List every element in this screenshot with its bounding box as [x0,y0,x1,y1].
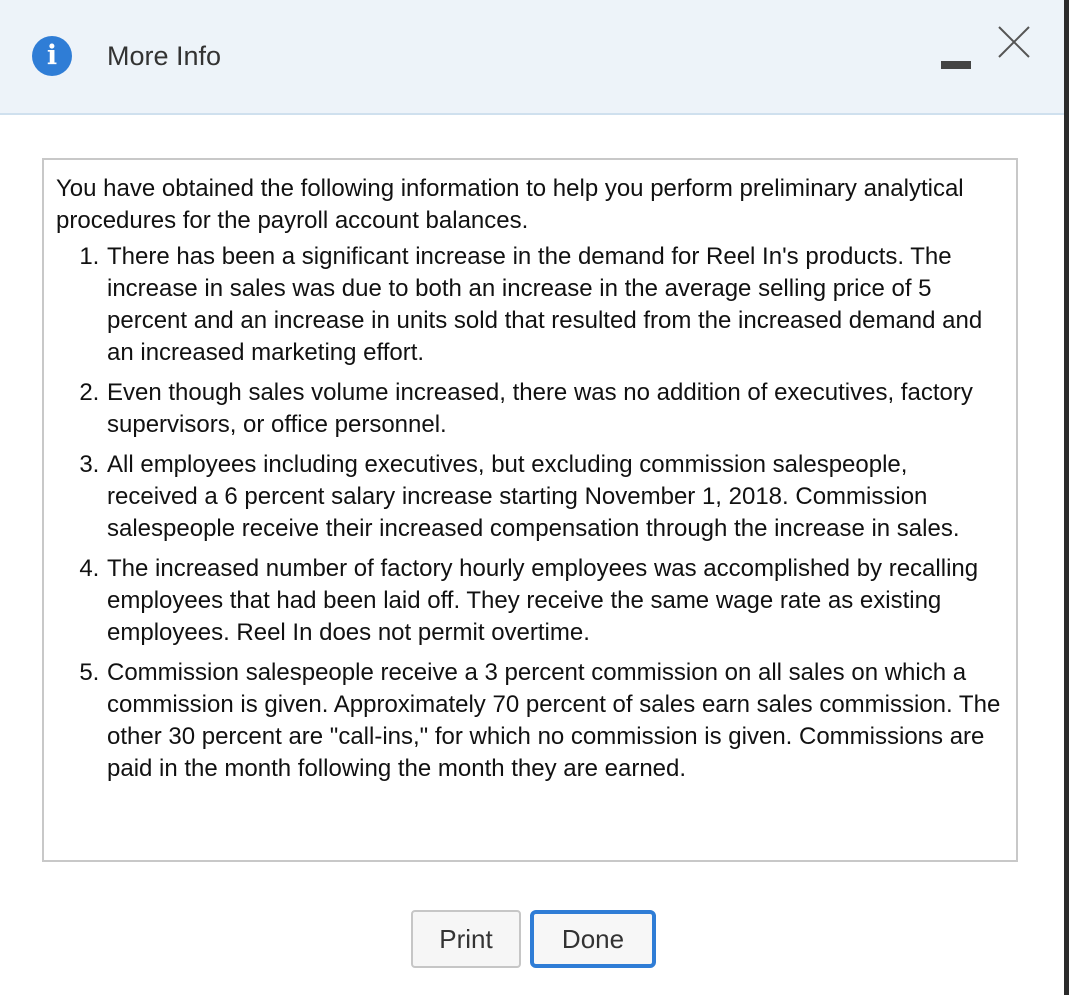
info-icon: i [32,36,72,76]
minimize-icon [941,61,971,69]
done-button[interactable]: Done [530,910,656,968]
dialog-header [0,0,1064,115]
list-item: 4. The increased number of factory hourly employees was accomplished by recalling employees that had been laid off. They receive the same wage rate as existing employees. Reel In does not permit overtime. [106,553,1004,649]
info-list [56,241,1004,785]
close-button[interactable] [996,24,1032,60]
list-item: 5. Commission salespeople receive a 3 percent commission on all sales on which a commission is given. Approximately 70 percent of sales earn sales commission. The other 30 percent are "call-ins," for which no commission is given. Commissions are paid in the month following the month they are earned. [106,657,1004,785]
info-content-box [42,158,1018,862]
print-button[interactable]: Print [411,910,521,968]
dialog-title: More Info [107,41,222,71]
list-item: 1. There has been a significant increase in the demand for Reel In's products. The increase in sales was due to both an increase in the average selling price of 5 percent and an increase in units sold that resulted from the increased demand and an increased marketing effort. [106,241,1004,369]
close-icon [996,24,1032,60]
list-item: 2. Even though sales volume increased, there was no addition of executives, factory supervisors, or office personnel. [106,377,1004,441]
list-item: 3. All employees including executives, but excluding commission salespeople, received a 6 percent salary increase starting November 1, 2018. Commission salespeople receive their increased compensation through the increase in sales. [106,449,1004,545]
intro-text: You have obtained the following information to help you perform preliminary analytical procedures for the payroll account balances. [56,175,964,234]
minimize-button[interactable] [938,36,974,70]
